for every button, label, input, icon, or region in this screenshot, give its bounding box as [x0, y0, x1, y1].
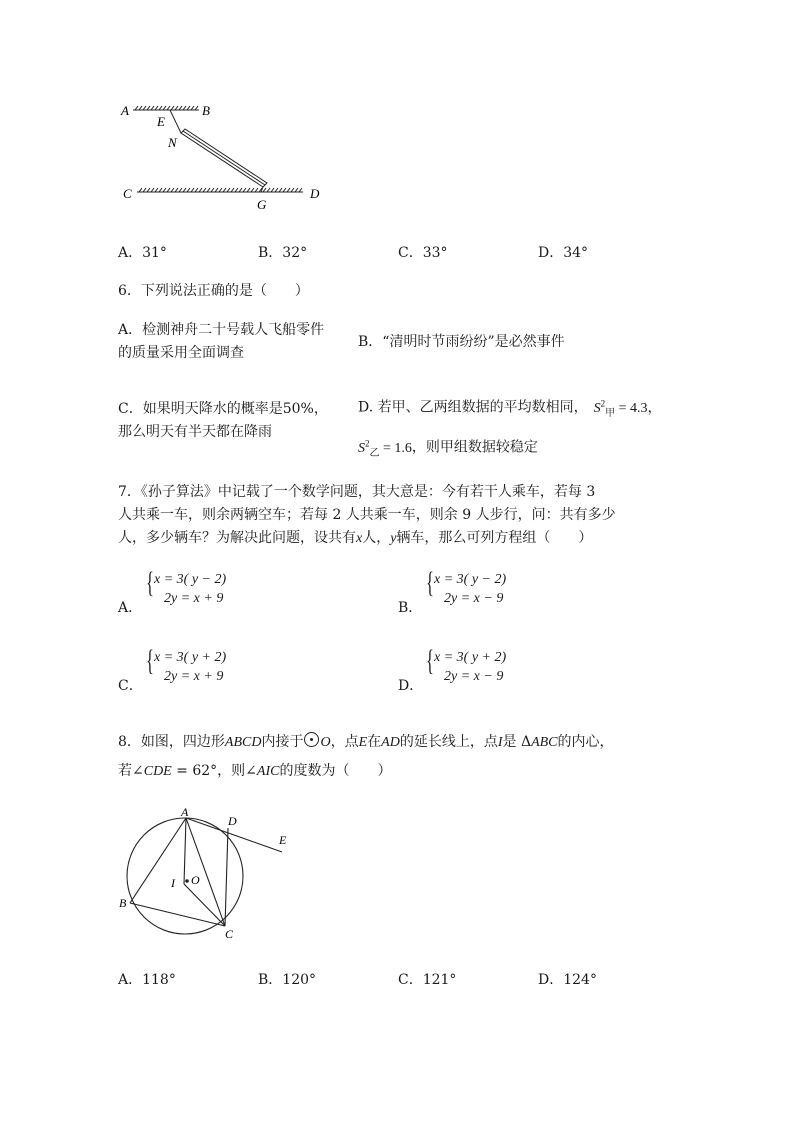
- hatch-mark: [163, 188, 166, 192]
- hatch-mark: [295, 188, 298, 192]
- circle-quadrilateral-figure: [112, 808, 302, 943]
- label-A: A: [181, 808, 189, 819]
- hatch-mark: [183, 188, 186, 192]
- hatch-mark: [255, 188, 258, 192]
- hatch-mark: [135, 106, 138, 110]
- hatch-mark: [143, 188, 146, 192]
- hatch-mark: [243, 188, 246, 192]
- hatch-mark: [215, 188, 218, 192]
- hatch-mark: [279, 188, 282, 192]
- hatch-mark: [275, 188, 278, 192]
- q5-option-d[interactable]: D．34°: [538, 245, 589, 261]
- q6-option-a-line2[interactable]: 的质量采用全面调查: [118, 345, 244, 361]
- q7-option-d-label[interactable]: D．: [398, 678, 424, 694]
- hatch-mark: [207, 188, 210, 192]
- q7-line2: 人共乘一车，则余两辆空车；若每 2 人共乘一车，则余 9 人步行，问：共有多少: [118, 507, 616, 523]
- hatch-mark: [195, 188, 198, 192]
- label-A: A: [121, 103, 129, 118]
- label-D: D: [228, 814, 237, 828]
- hatch-mark: [155, 188, 158, 192]
- hatch-mark: [291, 188, 294, 192]
- q6-d-var-s1: $S^2_甲 = 4.3$，: [593, 398, 662, 419]
- hatch-mark: [147, 106, 150, 110]
- q8-line2: 若∠CDE = 62°，则∠AIC的度数为（ ）: [118, 763, 392, 779]
- hatch-mark: [187, 106, 190, 110]
- hatch-mark: [143, 106, 146, 110]
- label-B: B: [119, 896, 127, 910]
- hatch-mark: [235, 188, 238, 192]
- hatch-mark: [175, 106, 178, 110]
- q6-option-b[interactable]: B．“清明时节雨纷纷”是必然事件: [358, 334, 565, 350]
- label-B: B: [202, 103, 210, 118]
- hatch-mark: [239, 188, 242, 192]
- hatch-mark: [159, 188, 162, 192]
- q6-d-text: D. 若甲、乙两组数据的平均数相同，: [358, 399, 588, 416]
- label-G: G: [257, 197, 267, 212]
- hatch-mark: [151, 188, 154, 192]
- hatch-mark: [283, 188, 286, 192]
- label-N: N: [168, 135, 177, 150]
- label-I: I: [171, 876, 175, 890]
- label-E: E: [279, 833, 287, 847]
- label-D: D: [310, 186, 320, 201]
- hatch-mark: [151, 106, 154, 110]
- q8-option-b[interactable]: B．120°: [258, 972, 317, 988]
- q6-option-d-line1[interactable]: [358, 392, 662, 424]
- hatch-mark: [287, 188, 290, 192]
- hatch-mark: [139, 188, 142, 192]
- hatch-mark: [179, 106, 182, 110]
- hatch-mark: [191, 188, 194, 192]
- label-C: C: [123, 186, 132, 201]
- hatch-mark: [139, 106, 142, 110]
- hatch-mark: [247, 188, 250, 192]
- q6-option-d-line2[interactable]: [358, 432, 538, 464]
- q7-option-b-label[interactable]: B．: [398, 600, 423, 616]
- q7-line3: 人，多少辆车？为解决此问题，设共有x人，y辆车，那么可列方程组（ ）: [118, 530, 593, 546]
- q6-d-var-s2: $S^2_乙 = 1.6$: [358, 438, 412, 459]
- hatch-mark: [211, 188, 214, 192]
- hatch-mark: [299, 188, 302, 192]
- hatch-mark: [267, 188, 270, 192]
- hatch-mark: [159, 106, 162, 110]
- q8-option-d[interactable]: D．124°: [538, 972, 597, 988]
- parallel-lines-figure: [115, 95, 330, 215]
- hatch-mark: [179, 188, 182, 192]
- q6-d-tail: ，则甲组数据较稳定: [411, 439, 538, 456]
- hatch-mark: [227, 188, 230, 192]
- q8-line1: 8．如图，四边形ABCD内接于 O，点E在AD的延长线上，点I是 ΔABC的内心，: [118, 734, 614, 750]
- hatch-mark: [167, 106, 170, 110]
- hatch-mark: [163, 106, 166, 110]
- hatch-mark: [147, 188, 150, 192]
- hatch-mark: [231, 188, 234, 192]
- q6-option-a-line1[interactable]: A．检测神舟二十号载人飞船零件: [118, 322, 325, 338]
- q6-option-c-line1[interactable]: C．如果明天降水的概率是50%，: [118, 401, 328, 417]
- q8-option-a[interactable]: A．118°: [118, 972, 176, 988]
- hatch-mark: [155, 106, 158, 110]
- q6-stem: 6．下列说法正确的是（ ）: [118, 283, 309, 299]
- hatch-mark: [199, 188, 202, 192]
- hatch-mark: [219, 188, 222, 192]
- hatch-mark: [195, 106, 198, 110]
- hatch-mark: [263, 188, 266, 192]
- label-E: E: [157, 114, 165, 129]
- q6-option-c-line2[interactable]: 那么明天有半天都在降雨: [118, 424, 272, 440]
- hatch-mark: [175, 188, 178, 192]
- hatch-mark: [171, 106, 174, 110]
- q5-option-c[interactable]: C．33°: [398, 245, 448, 261]
- q5-option-a[interactable]: A．31°: [118, 245, 167, 261]
- hatch-mark: [183, 106, 186, 110]
- q7-option-c-label[interactable]: C．: [118, 678, 143, 694]
- q7-line1: 7．《孙子算法》中记载了一个数学问题，其大意是：今有若干人乘车，若每 3: [118, 484, 596, 500]
- q8-option-c[interactable]: C．121°: [398, 972, 457, 988]
- q5-option-b[interactable]: B．32°: [258, 245, 308, 261]
- circle-o-symbol: [304, 732, 319, 747]
- hatch-mark: [271, 188, 274, 192]
- hatch-mark: [167, 188, 170, 192]
- hatch-mark: [187, 188, 190, 192]
- hatch-mark: [171, 188, 174, 192]
- hatch-mark: [223, 188, 226, 192]
- label-C: C: [225, 927, 234, 941]
- label-O: O: [191, 873, 200, 887]
- hatch-mark: [251, 188, 254, 192]
- q7-option-a-label[interactable]: A．: [118, 600, 143, 616]
- hatch-mark: [191, 106, 194, 110]
- hatch-mark: [203, 188, 206, 192]
